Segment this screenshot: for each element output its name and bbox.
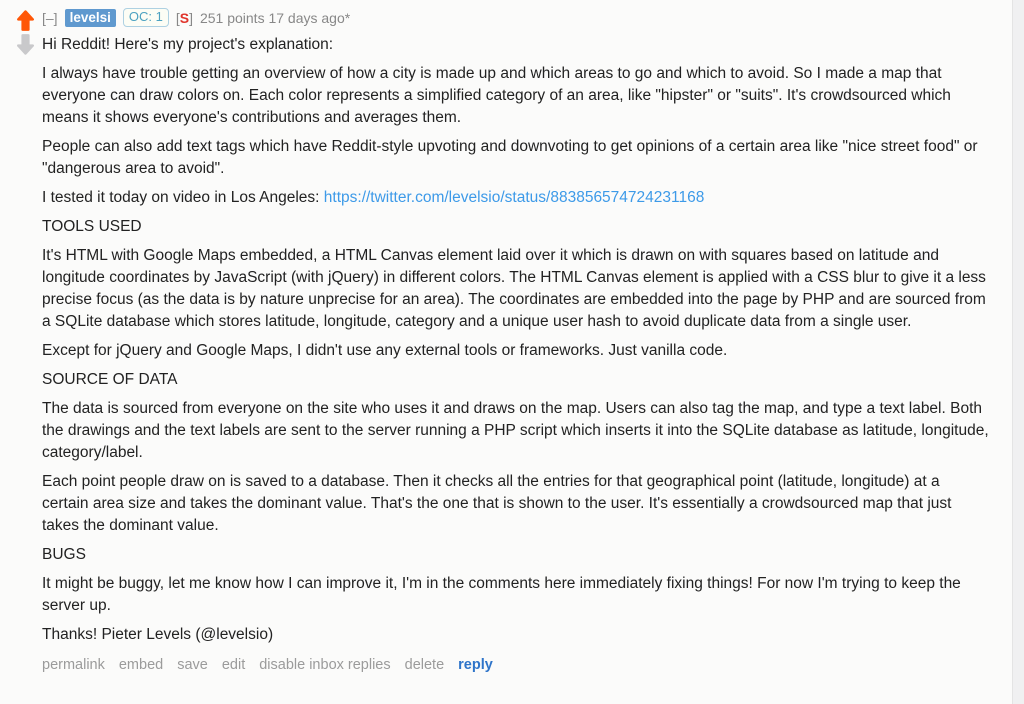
author-link[interactable]: levelsi (65, 9, 116, 27)
twitter-link[interactable]: https://twitter.com/levelsio/status/883856574724231168 (323, 189, 705, 206)
submitter-bracket-open: [ (175, 9, 180, 26)
submitter-badge (176, 10, 193, 26)
edit-button[interactable]: edit (221, 657, 246, 673)
submitter-letter: S (179, 9, 190, 26)
paragraph-vanilla: Except for jQuery and Google Maps, I didn't use any external tools or frameworks. Just vanilla code. (42, 342, 728, 359)
paragraph-source-1: The data is sourced from everyone on the site who uses it and draws on the map. Users can also tag the map, and type a text label. Both the drawings and the text labels are sent to the server running a PHP script which inserts it into the SQLite database as latitude, longitude, category/label. (42, 400, 989, 461)
heading-tools-used: TOOLS USED (42, 218, 142, 235)
comment-content (42, 8, 990, 673)
tested-prefix: I tested it today on video in Los Angeles: (42, 189, 324, 206)
oc-badge: OC: 1 (123, 8, 169, 27)
downvote-icon[interactable] (17, 34, 34, 55)
scrollbar-track[interactable] (1012, 0, 1024, 704)
paragraph-overview: I always have trouble getting an overview of how a city is made up and which areas to go and which to avoid. So I made a map that everyone can draw colors on. Each color represents a simplified category of an area, like "hipster" or "suits". It's crowdsourced which means it shows everyone's contributions and averages them. (42, 65, 951, 126)
comment-action-bar (42, 657, 990, 673)
paragraph-tools: It's HTML with Google Maps embedded, a HTML Canvas element laid over it which is drawn on with squares based on latitude and longitude coordinates by JavaScript (with jQuery) in different colors. The HTML Canvas element is applied with a CSS blur to give it a less precise focus (as the data is by nature unprecise for an area). The coordinates are embedded into the page by PHP and are sourced from a SQLite database which stores latitude, longitude, category and a unique user hash to avoid duplicate data from a single user. (42, 247, 986, 330)
collapse-toggle[interactable]: [–] (42, 9, 58, 26)
save-button[interactable]: save (177, 657, 208, 673)
vote-column (9, 8, 42, 673)
comment-tagline (42, 8, 990, 27)
heading-bugs: BUGS (42, 546, 86, 563)
score-and-time: 251 points 17 days ago* (199, 9, 351, 26)
paragraph-intro: Hi Reddit! Here's my project's explanation: (42, 36, 334, 53)
comment-body (42, 34, 990, 646)
paragraph-tags: People can also add text tags which have Reddit-style upvoting and downvoting to get opinions of a certain area like "nice street food" or "dangerous area to avoid". (42, 138, 978, 177)
reply-button[interactable]: reply (458, 657, 493, 673)
embed-button[interactable]: embed (118, 657, 164, 673)
paragraph-source-2: Each point people draw on is saved to a database. Then it checks all the entries for that geographical point (latitude, longitude) at a certain area size and takes the dominant value. That's the one that is shown to the user. It's essentially a crowdsourced map that just takes the dominant value. (42, 473, 952, 534)
paragraph-bugs: It might be buggy, let me know how I can improve it, I'm in the comments here immediately fixing things! For now I'm trying to keep the server up. (42, 575, 961, 614)
paragraph-thanks: Thanks! Pieter Levels (@levelsio) (42, 626, 274, 643)
heading-source-of-data: SOURCE OF DATA (42, 371, 178, 388)
disable-inbox-replies-button[interactable]: disable inbox replies (259, 657, 391, 673)
upvote-icon[interactable] (17, 10, 34, 31)
delete-button[interactable]: delete (404, 657, 445, 673)
permalink-button[interactable]: permalink (42, 657, 105, 673)
submitter-bracket-close: ] (189, 9, 193, 26)
paragraph-tested (42, 187, 990, 209)
